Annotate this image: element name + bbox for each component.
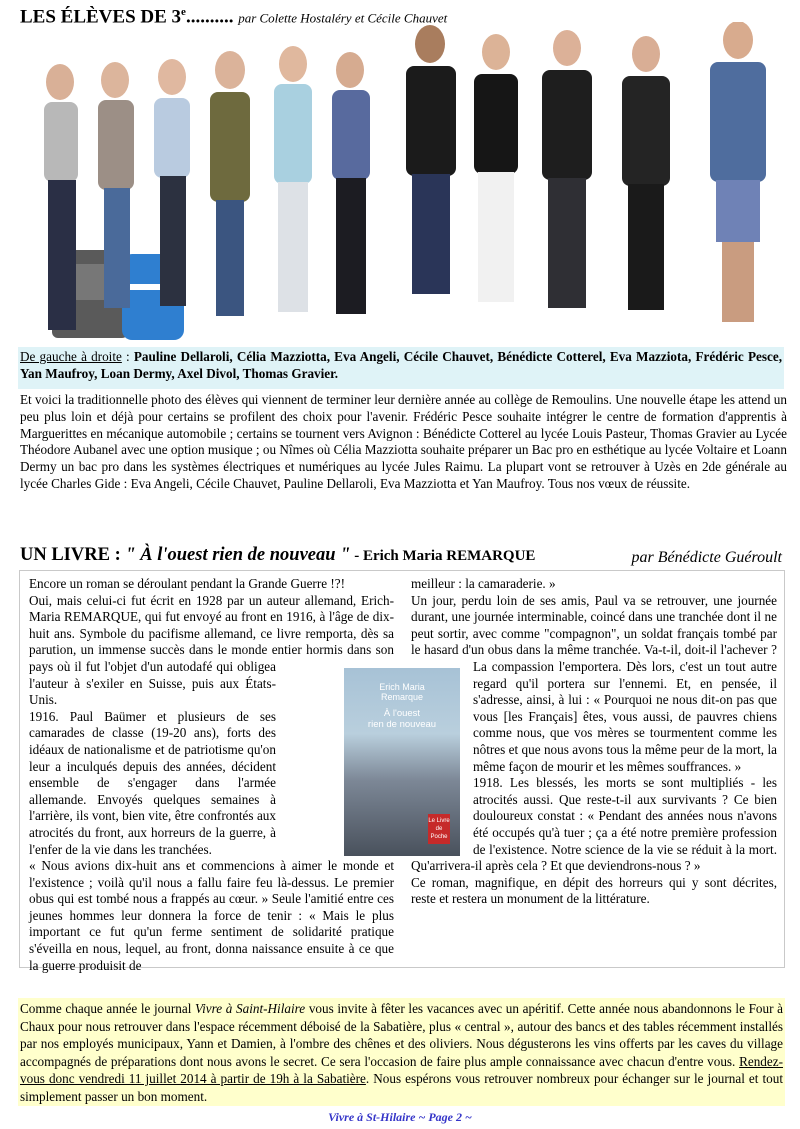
caption-label: De gauche à droite (20, 349, 122, 364)
review-paragraph: meilleur : la camaraderie. » (411, 576, 556, 591)
caption-names: Pauline Dellaroli, Célia Mazziotta, Eva Angeli, Cécile Chauvet, Bénédicte Cotterel, Eva Mazziota, Frédéric Pesce, Yan Maufroy, Loan Dermy, Axel Divol, Thomas Gravier. (20, 349, 782, 381)
caption-separator: : (121, 349, 134, 364)
heading-dots: .......... (185, 6, 234, 28)
review-paragraph: Oui, mais celui-ci fut écrit en 1928 par un auteur allemand, Erich-Maria REMARQUE, qui fut envoyé au front en 1916, à l'âge de dix-huit ans. Symbole du pacifisme allemand, ce livre remporta, dès sa parution, un immense succès dans le monde entier hormis dans son pays où il fut l'objet d'un autodafé qui obligea l'auteur à s'exiler en Suisse, puis aux États-Unis. (29, 592, 394, 708)
cover-author: Erich Maria Remarque (379, 682, 425, 702)
book-heading-prefix: UN LIVRE : (20, 545, 126, 565)
notice-text: Comme chaque année le journal (20, 1001, 196, 1016)
review-paragraph: 1916. Paul Baümer et plusieurs de ses camarades de classe (19-20 ans), forts des idéaux de nationalisme et de patriotisme qu'on leur a inculqués depuis des années, décident ensemble de s'engager dans l'armée allemande. Envoyés quelques semaines à l'arrière, ils vont, bien vite, être confrontés aux atrocités du front, aux horreurs de la guerre, à l'enfer de la vie dans les tranchées. (29, 708, 276, 857)
notice-text: vous invite à fêter les vacances avec un apéritif. Cette année nous abandonnons le Four à Chaux pour nous retrouver dans l'espace récemment déboisé de la Sabatière, plus « central », autour des bancs et des tables récemment installés par nos employés municipaux, Yann et Damien, à l'ombre des chênes et des oliviers. Nous dégusterons les vins offerts par les caves du village accompagnés de préparations dont nous avons le secret. Ce sera l'occasion de faire plus ample connaissance avec chacun d'entre vous. (20, 1001, 784, 1069)
review-paragraph: Encore un roman se déroulant pendant la Grande Guerre !?! (29, 576, 345, 591)
event-notice (18, 998, 785, 1106)
heading-byline: par Colette Hostaléry et Cécile Chauvet (238, 10, 448, 26)
notice-rendezvous: Rendez-vous donc vendredi 11 juillet 2014 à partir de 19h à la Sabatière (20, 1053, 783, 1087)
book-author: - Erich Maria REMARQUE (350, 548, 536, 564)
review-column-left (29, 576, 394, 973)
students-article-text: Et voici la traditionnelle photo des élèves qui viennent de terminer leur dernière année au collège de Remoulins. Une nouvelle étape les attend un peu plus loin et déjà pour certains se profilent des choix pour l'avenir. Frédéric Pesce souhaite intégrer le centre de formation d'apprentis à Marguerittes en mécanique automobile ; certains se tournent vers Avignon : Bénédicte Cotterel au lycée Louis Pasteur, Thomas Gravier au Lycée Théodore Aubanel avec une option musique ; ou Nîmes où Célia Mazziotta souhaite préparer un Bac pro en esthétique au lycée Voltaire et Loann Dermy un bac pro dans les systèmes électriques et numériques au lycée Jules Raimu. La plupart vont se retrouver à Uzès en 2de générale au lycée Charles Gide : Eva Angeli, Cécile Chauvet, Pauline Dellaroli, Eva Mazziotta et Yan Maufroy. Tous nos vœux de réussite. (20, 392, 787, 491)
review-paragraph: « Nous avions dix-huit ans et commencions à aimer le monde et l'existence ; voilà qu'il nous a fallu faire feu là-dessus. Le premier obus qui est tombé nous a frappés au cœur. » Seule l'amitié entre ces jeunes hommes leur donnera la force de tenir : « Mais le plus important ce fut qu'un ferme sentiment de solidarité pratique s'éveilla en nous, lequel, au front, donna naissance ensuite à ce que la guerre produisit de (29, 858, 394, 973)
book-cover-image (344, 668, 460, 856)
review-paragraph: 1918. Les blessés, les morts se sont multipliés - les atrocités aussi. Que reste-t-il aux survivants ? Ce bien douloureux constat : « Pendant des années nous n'avons été occupés qu'à tuer ; ça a été notre première profession de l'existence. Notre science de la vie se réduit à la mort. Qu'arrivera-il après cela ? Et que deviendrons-nous ? » (411, 775, 777, 874)
notice-journal-name: Vivre à Saint-Hilaire (195, 1001, 306, 1016)
students-group-photo (20, 22, 788, 344)
cover-title: À l'ouest rien de nouveau (367, 708, 437, 730)
heading-superscript: e (181, 6, 186, 18)
book-byline: par Bénédicte Guéroult (631, 549, 782, 566)
photo-caption (18, 347, 784, 389)
page-footer: Vivre à St-Hilaire ~ Page 2 ~ (328, 1110, 472, 1124)
review-paragraph: Ce roman, magnifique, en dépit des horreurs qui y sont décrites, reste et restera un monument de la littérature. (411, 874, 777, 907)
book-title: " À l'ouest rien de nouveau " (125, 545, 351, 565)
publisher-logo: Le Livre de Poche (428, 814, 450, 844)
book-heading (20, 545, 782, 569)
review-paragraph: Un jour, perdu loin de ses amis, Paul va se retrouver, une journée durant, une journée interminable, coincé dans une tranchée dont il ne peut sortir, avec comme "compagnon", un soldat français tombé par le hasard d'un obus dans la même tranchée. Va-t-il, doit-il l'achever ? La compassion l'emportera. Dès lors, c'est un tout autre regard qu'il portera sur l'ennemi. Et, en pensée, il s'adresse, ainsi, à lui : « Pourquoi ne nous dit-on pas que vous [les Français] êtes, vous aussi, de pauvres chiens comme nous, que vos mères se tourmentent comme les nôtres et que nous avons tous la même peur de la mort, la même façon de mourir et les mêmes souffrances. » (411, 592, 777, 774)
heading-text: LES ÉLÈVES DE 3 (20, 6, 182, 28)
review-column-right (411, 576, 777, 966)
notice-text: . Nous espérons vous retrouver nombreux pour échanger sur le journal et tout simplement passer un bon moment. (20, 1071, 783, 1104)
